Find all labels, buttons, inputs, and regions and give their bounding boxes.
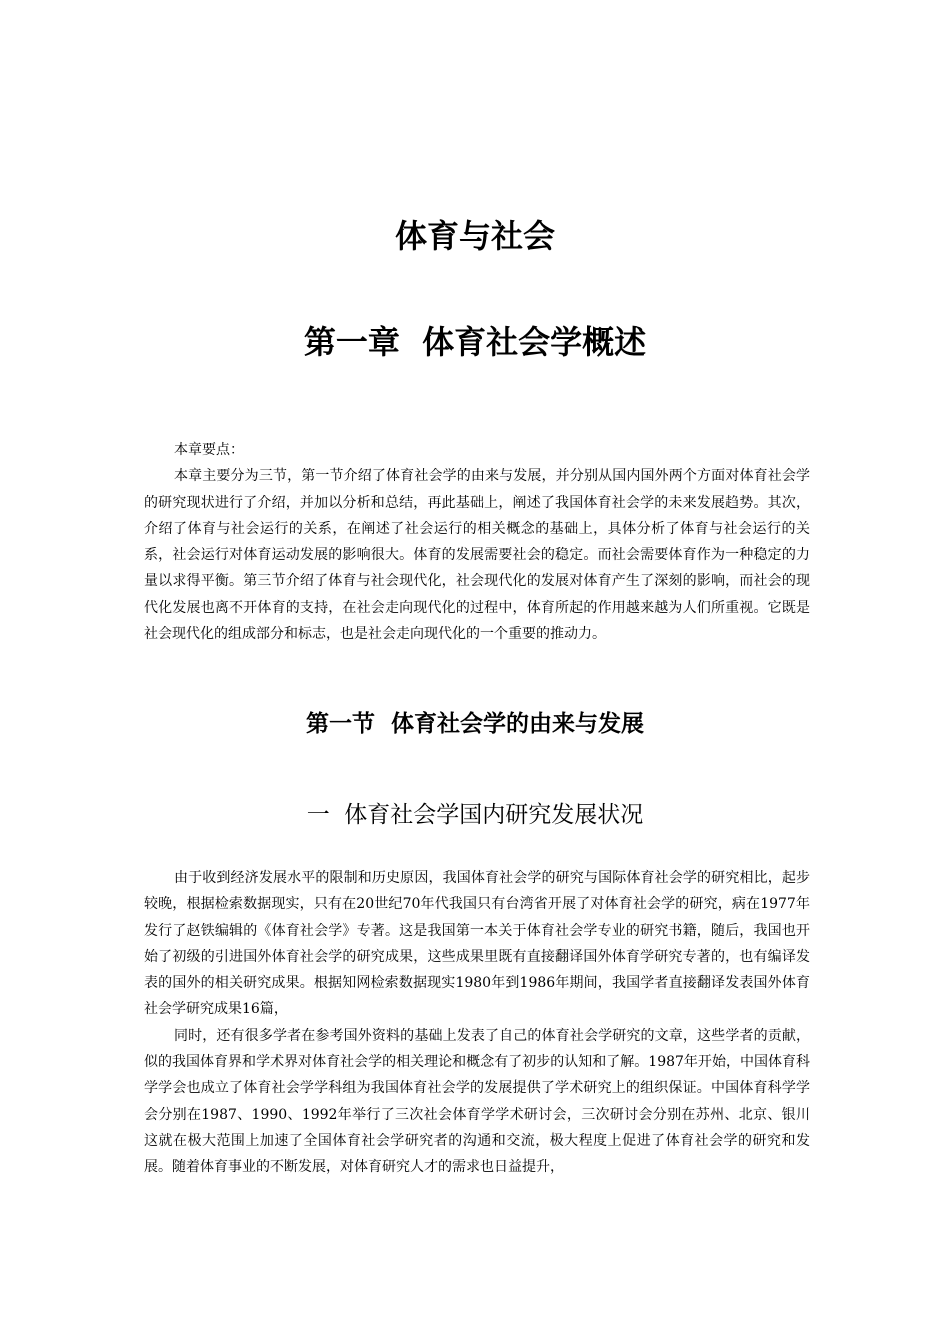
chapter-title: 第一章 体育社会学概述 bbox=[303, 323, 647, 361]
subsection-title: 一 体育社会学国内研究发展状况 bbox=[306, 802, 644, 828]
summary-label: 本章要点： bbox=[174, 442, 244, 458]
book-title: 体育与社会 bbox=[394, 217, 555, 255]
body-paragraph: 由于收到经济发展水平的限制和历史原因，我国体育社会学的研究与国际体育社会学的研究相比，起步较晚，根据检索数据现实，只有在20世纪70年代我国只有台湾省开展了对体育社会学的研究，病在1977年发行了赵铁编辑的《体育社会学》专著。这是我国第一本关于体育社会学专业的研究书籍，随后，我国也开始了初级的引进国外体育社会学的研究成果，这些成果里既有直接翻译国外体育学研究专著的，也有编译发表的国外的相关研究成果。根据知网检索数据现实1980年到1986年期间，我国学者直接翻译发表国外体育社会学研究成果16篇， bbox=[144, 870, 810, 1018]
body-text bbox=[144, 865, 810, 1181]
body-paragraph: 同时，还有很多学者在参考国外资料的基础上发表了自己的体育社会学研究的文章，这些学者的贡献，似的我国体育界和学术界对体育社会学的相关理论和概念有了初步的认知和了解。1987年开始，中国体育科学学会也成立了体育社会学学科组为我国体育社会学的发展提供了学术研究上的组织保证。中国体育科学学会分别在1987、1990、1992年举行了三次社会体育学学术研讨会，三次研讨会分别在苏州、北京、银川这就在极大范围上加速了全国体育社会学研究者的沟通和交流，极大程度上促进了体育社会学的研究和发展。随着体育事业的不断发展，对体育研究人才的需求也日益提升， bbox=[144, 1027, 810, 1176]
chapter-summary bbox=[144, 437, 810, 647]
section-title: 第一节 体育社会学的由来与发展 bbox=[305, 711, 644, 737]
summary-paragraph: 本章主要分为三节，第一节介绍了体育社会学的由来与发展，并分别从国内国外两个方面对体育社会学的研究现状进行了介绍，并加以分析和总结，再此基础上，阐述了我国体育社会学的未来发展趋势。其次，介绍了体育与社会运行的关系，在阐述了社会运行的相关概念的基础上，具体分析了体育与社会运行的关系，社会运行对体育运动发展的影响很大。体育的发展需要社会的稳定。而社会需要体育作为一种稳定的力量以求得平衡。第三节介绍了体育与社会现代化，社会现代化的发展对体育产生了深刻的影响，而社会的现代化发展也离不开体育的支持，在社会走向现代化的过程中，体育所起的作用越来越为人们所重视。它既是社会现代化的组成部分和标志，也是社会走向现代化的一个重要的推动力。 bbox=[144, 468, 810, 643]
